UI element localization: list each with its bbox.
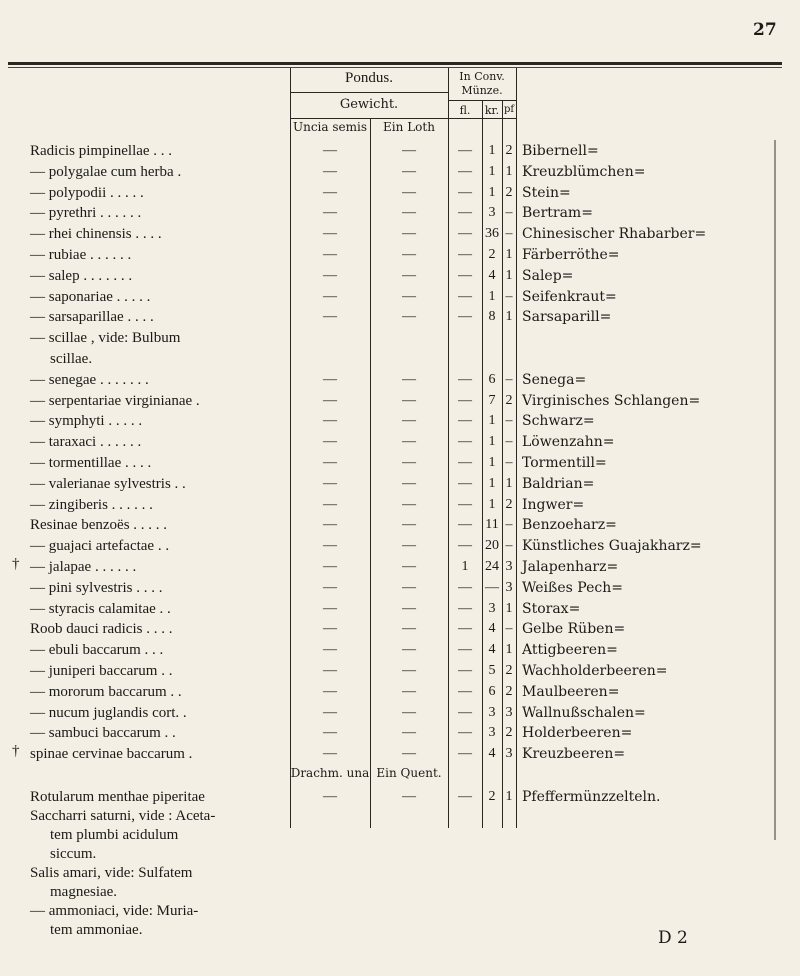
german-name: Seifenkraut= bbox=[522, 288, 617, 305]
value-fl: — bbox=[458, 371, 472, 387]
latin-name: spinae cervinae baccarum . bbox=[30, 746, 193, 763]
latin-name: scillae. bbox=[50, 351, 93, 367]
table-row bbox=[0, 244, 800, 266]
value-kr: 6 bbox=[488, 371, 496, 387]
latin-name: Rotularum menthae piperitae bbox=[30, 789, 205, 805]
value-pf: 2 bbox=[505, 663, 513, 678]
top-rule bbox=[8, 62, 782, 65]
german-name: Sarsaparill= bbox=[522, 309, 612, 326]
value-uncia: — bbox=[323, 496, 337, 512]
german-name: Ingwer= bbox=[522, 496, 585, 513]
table-row bbox=[0, 140, 800, 162]
value-uncia: — bbox=[323, 517, 337, 533]
value-loth: — bbox=[402, 143, 416, 158]
value-uncia: — bbox=[323, 579, 337, 595]
value-loth: — bbox=[402, 413, 416, 429]
value-pf: 2 bbox=[505, 392, 513, 408]
value-fl: — bbox=[458, 683, 472, 699]
value-uncia: — bbox=[323, 434, 337, 450]
header-pf: pf bbox=[503, 104, 515, 115]
german-name: Virginisches Schlangen= bbox=[522, 392, 701, 409]
value-kr: 2 bbox=[488, 789, 496, 804]
value-pf: – bbox=[505, 288, 513, 304]
value-pf: – bbox=[505, 205, 513, 221]
value-pf: – bbox=[505, 413, 513, 429]
value-uncia: — bbox=[323, 267, 337, 283]
value-kr: 4 bbox=[488, 267, 496, 283]
latin-name: Salis amari, vide: Sulfatem bbox=[30, 865, 193, 881]
unit-drachm-una: Drachm. una bbox=[290, 766, 370, 780]
value-fl: — bbox=[458, 163, 472, 179]
table-row bbox=[0, 660, 800, 682]
value-pf: – bbox=[505, 621, 513, 637]
value-loth: — bbox=[402, 579, 416, 595]
german-name: Bertram= bbox=[522, 205, 593, 222]
latin-name: — guajaci artefactae . . bbox=[30, 538, 170, 555]
value-pf: – bbox=[505, 371, 513, 387]
value-uncia: — bbox=[323, 725, 337, 741]
value-loth: — bbox=[402, 392, 416, 408]
value-pf: 1 bbox=[505, 642, 513, 658]
table-row bbox=[0, 702, 800, 724]
value-kr: 1 bbox=[488, 496, 496, 512]
signature-mark: D 2 bbox=[658, 928, 688, 948]
latin-name: — polypodii . . . . . bbox=[30, 184, 144, 201]
table-row bbox=[0, 473, 800, 495]
value-uncia: — bbox=[323, 642, 337, 658]
table-row bbox=[0, 265, 800, 287]
value-loth: — bbox=[402, 371, 416, 387]
value-pf: 1 bbox=[505, 267, 513, 283]
value-fl: — bbox=[458, 579, 472, 595]
value-pf: – bbox=[505, 434, 513, 450]
latin-name: — symphyti . . . . . bbox=[30, 413, 143, 430]
value-loth: — bbox=[402, 683, 416, 699]
value-uncia: — bbox=[323, 559, 337, 574]
german-name: Kreuzbeeren= bbox=[522, 746, 626, 763]
value-kr: 6 bbox=[488, 683, 496, 699]
german-name: Stein= bbox=[522, 184, 571, 201]
header-rule-pondus bbox=[290, 92, 448, 93]
value-loth: — bbox=[402, 642, 416, 658]
value-loth: — bbox=[402, 475, 416, 491]
latin-name: Resinae benzoës . . . . . bbox=[30, 517, 168, 534]
value-uncia: — bbox=[323, 663, 337, 678]
table-row bbox=[0, 306, 800, 328]
value-loth: — bbox=[402, 725, 416, 741]
page-number: 27 bbox=[753, 20, 777, 40]
value-pf: 1 bbox=[505, 789, 513, 804]
latin-name: — sarsaparillae . . . . bbox=[30, 309, 154, 326]
table-row bbox=[0, 286, 800, 308]
unit-ein-quent: Ein Quent. bbox=[376, 766, 442, 780]
value-loth: — bbox=[402, 247, 416, 262]
value-pf: 2 bbox=[505, 683, 513, 699]
german-name: Senega= bbox=[522, 371, 587, 388]
value-fl: — bbox=[458, 517, 472, 533]
latin-name: — polygalae cum herba . bbox=[30, 163, 182, 180]
value-kr: 3 bbox=[488, 600, 496, 616]
value-loth: — bbox=[402, 226, 416, 242]
header-muenze-label: Münze. bbox=[461, 84, 503, 97]
value-uncia: — bbox=[323, 746, 337, 762]
value-fl: — bbox=[458, 455, 472, 470]
latin-name: — taraxaci . . . . . . bbox=[30, 434, 142, 451]
latin-name: — salep . . . . . . . bbox=[30, 267, 133, 284]
value-fl: — bbox=[458, 309, 472, 325]
value-loth: — bbox=[402, 309, 416, 325]
german-name: Salep= bbox=[522, 267, 574, 284]
value-uncia: — bbox=[323, 371, 337, 387]
table-row bbox=[0, 348, 800, 370]
german-name: Jalapenharz= bbox=[522, 559, 619, 575]
table-row bbox=[0, 743, 800, 765]
value-uncia: — bbox=[323, 143, 337, 158]
latin-name: — valerianae sylvestris . . bbox=[30, 475, 186, 492]
value-fl: — bbox=[458, 496, 472, 512]
table-row bbox=[0, 556, 800, 578]
header-pondus: Pondus. bbox=[345, 70, 393, 86]
value-fl: — bbox=[458, 143, 472, 158]
value-loth: — bbox=[402, 600, 416, 616]
table-row bbox=[0, 722, 800, 744]
value-pf: – bbox=[505, 455, 513, 470]
table-row bbox=[0, 618, 800, 640]
value-kr: 8 bbox=[488, 309, 496, 325]
value-uncia: — bbox=[323, 163, 337, 179]
value-pf: 1 bbox=[505, 475, 513, 491]
latin-name: — tormentillae . . . . bbox=[30, 455, 152, 471]
value-fl: — bbox=[458, 184, 472, 200]
value-kr: 1 bbox=[488, 475, 496, 491]
table-row bbox=[0, 452, 800, 474]
value-uncia: — bbox=[323, 309, 337, 325]
header-in-conv-label: In Conv. bbox=[459, 70, 505, 83]
value-kr: 3 bbox=[488, 704, 496, 720]
german-name: Künstliches Guajakharz= bbox=[522, 538, 702, 555]
latin-name: — jalapae . . . . . . bbox=[30, 559, 137, 575]
header-gewicht: Gewicht. bbox=[339, 97, 399, 112]
value-uncia: — bbox=[323, 247, 337, 262]
value-uncia: — bbox=[323, 205, 337, 221]
value-uncia: — bbox=[323, 413, 337, 429]
value-kr: 4 bbox=[488, 621, 496, 637]
value-fl: — bbox=[458, 205, 472, 221]
value-kr: 1 bbox=[488, 288, 496, 304]
value-pf: 1 bbox=[505, 600, 513, 616]
value-fl: — bbox=[458, 789, 472, 804]
latin-name: — ebuli baccarum . . . bbox=[30, 642, 164, 659]
value-uncia: — bbox=[323, 184, 337, 200]
value-fl: — bbox=[458, 642, 472, 658]
latin-name: — ammoniaci, vide: Muria- bbox=[30, 903, 199, 919]
german-name: Benzoeharz= bbox=[522, 517, 617, 534]
latin-name: magnesiae. bbox=[50, 884, 118, 900]
value-loth: — bbox=[402, 538, 416, 554]
value-pf: – bbox=[505, 517, 513, 533]
value-pf: 3 bbox=[505, 579, 513, 595]
value-uncia: — bbox=[323, 704, 337, 720]
value-uncia: — bbox=[323, 538, 337, 554]
latin-name: — mororum baccarum . . bbox=[30, 683, 182, 700]
table-row bbox=[0, 410, 800, 432]
value-loth: — bbox=[402, 704, 416, 720]
value-loth: — bbox=[402, 746, 416, 762]
value-kr: 24 bbox=[485, 559, 499, 574]
german-name: Storax= bbox=[522, 600, 581, 617]
value-fl: — bbox=[458, 267, 472, 283]
german-name: Färberröthe= bbox=[522, 247, 620, 263]
latin-name: — styracis calamitae . . bbox=[30, 600, 171, 617]
value-kr: 11 bbox=[485, 517, 499, 533]
value-loth: — bbox=[402, 559, 416, 574]
table-row bbox=[0, 327, 800, 349]
value-fl: — bbox=[458, 288, 472, 304]
table-row bbox=[0, 681, 800, 703]
german-name: Schwarz= bbox=[522, 413, 595, 430]
latin-name: — nucum juglandis cort. . bbox=[30, 704, 187, 721]
german-name: Maulbeeren= bbox=[522, 683, 620, 700]
table-row bbox=[0, 182, 800, 204]
german-name: Bibernell= bbox=[522, 143, 599, 159]
latin-name: — pyrethri . . . . . . bbox=[30, 205, 142, 222]
value-pf: 3 bbox=[505, 704, 513, 720]
value-pf: 1 bbox=[505, 163, 513, 179]
value-uncia: — bbox=[323, 226, 337, 242]
value-fl: — bbox=[458, 413, 472, 429]
value-kr: 1 bbox=[488, 143, 496, 158]
table-row bbox=[0, 514, 800, 536]
value-loth: — bbox=[402, 434, 416, 450]
value-kr: 1 bbox=[488, 413, 496, 429]
table-row bbox=[0, 494, 800, 516]
latin-name: Roob dauci radicis . . . . bbox=[30, 621, 173, 638]
header-rule-bottom bbox=[290, 118, 516, 119]
value-fl: — bbox=[458, 600, 472, 616]
value-loth: — bbox=[402, 163, 416, 179]
value-loth: — bbox=[402, 789, 416, 804]
german-name: Tormentill= bbox=[522, 455, 607, 471]
table-row bbox=[0, 161, 800, 183]
top-rule-thin bbox=[8, 67, 782, 68]
latin-name: — senegae . . . . . . . bbox=[30, 371, 149, 388]
value-fl: — bbox=[458, 434, 472, 450]
value-pf: – bbox=[505, 538, 513, 554]
latin-name: siccum. bbox=[50, 846, 97, 862]
value-kr: 3 bbox=[488, 205, 496, 221]
value-loth: — bbox=[402, 517, 416, 533]
german-name: Holderbeeren= bbox=[522, 725, 633, 742]
value-fl: 1 bbox=[461, 559, 469, 574]
value-pf: 2 bbox=[505, 184, 513, 200]
value-pf: 3 bbox=[505, 746, 513, 762]
header-rule-conv bbox=[448, 100, 516, 101]
latin-name: — saponariae . . . . . bbox=[30, 288, 151, 305]
german-name: Löwenzahn= bbox=[522, 434, 615, 451]
value-loth: — bbox=[402, 663, 416, 678]
german-name: Pfeffermünzzelteln. bbox=[522, 789, 661, 805]
value-kr: 20 bbox=[485, 538, 499, 554]
value-uncia: — bbox=[323, 392, 337, 408]
value-uncia: — bbox=[323, 475, 337, 491]
value-pf: 3 bbox=[505, 559, 513, 574]
value-pf: 2 bbox=[505, 496, 513, 512]
latin-name: tem plumbi acidulum bbox=[50, 827, 179, 843]
value-kr: 2 bbox=[488, 247, 496, 262]
table-row bbox=[0, 598, 800, 620]
value-uncia: — bbox=[323, 621, 337, 637]
value-fl: — bbox=[458, 538, 472, 554]
value-kr: 5 bbox=[488, 663, 496, 678]
latin-name: tem ammoniae. bbox=[50, 922, 143, 938]
header-kr: kr. bbox=[484, 104, 500, 117]
value-kr: — bbox=[485, 579, 499, 595]
value-loth: — bbox=[402, 205, 416, 221]
german-name: Baldrian= bbox=[522, 475, 595, 492]
value-pf: 2 bbox=[505, 143, 513, 158]
value-fl: — bbox=[458, 704, 472, 720]
german-name: Weißes Pech= bbox=[522, 579, 623, 596]
value-loth: — bbox=[402, 621, 416, 637]
value-loth: — bbox=[402, 496, 416, 512]
table-row bbox=[0, 431, 800, 453]
value-fl: — bbox=[458, 247, 472, 262]
latin-name: — juniperi baccarum . . bbox=[30, 663, 173, 679]
table-row bbox=[0, 202, 800, 224]
value-uncia: — bbox=[323, 288, 337, 304]
value-pf: 2 bbox=[505, 725, 513, 741]
value-kr: 7 bbox=[488, 392, 496, 408]
latin-name: — rubiae . . . . . . bbox=[30, 247, 132, 263]
value-fl: — bbox=[458, 226, 472, 242]
value-uncia: — bbox=[323, 683, 337, 699]
latin-name: — rhei chinensis . . . . bbox=[30, 226, 162, 243]
unit-ein-loth: Ein Loth bbox=[383, 120, 435, 134]
value-kr: 1 bbox=[488, 434, 496, 450]
value-pf: 1 bbox=[505, 309, 513, 325]
value-loth: — bbox=[402, 455, 416, 470]
latin-name: — pini sylvestris . . . . bbox=[30, 579, 163, 596]
table-row bbox=[0, 535, 800, 557]
value-fl: — bbox=[458, 663, 472, 678]
value-fl: — bbox=[458, 746, 472, 762]
value-kr: 36 bbox=[485, 226, 499, 242]
german-name: Gelbe Rüben= bbox=[522, 621, 626, 638]
header-fl: fl. bbox=[459, 104, 471, 117]
value-kr: 4 bbox=[488, 746, 496, 762]
value-pf: 1 bbox=[505, 247, 513, 262]
value-pf: – bbox=[505, 226, 513, 242]
table-row bbox=[0, 577, 800, 599]
value-loth: — bbox=[402, 288, 416, 304]
latin-name: Saccharri saturni, vide : Aceta- bbox=[30, 808, 216, 824]
value-fl: — bbox=[458, 621, 472, 637]
value-loth: — bbox=[402, 184, 416, 200]
dagger-mark: † bbox=[12, 556, 20, 572]
value-fl: — bbox=[458, 725, 472, 741]
latin-name: Radicis pimpinellae . . . bbox=[30, 143, 173, 159]
table-row bbox=[0, 390, 800, 412]
latin-name: — serpentariae virginianae . bbox=[30, 392, 200, 409]
value-loth: — bbox=[402, 267, 416, 283]
table-row bbox=[0, 639, 800, 661]
table-row bbox=[0, 369, 800, 391]
value-kr: 3 bbox=[488, 725, 496, 741]
german-name: Attigbeeren= bbox=[522, 642, 618, 659]
value-uncia: — bbox=[323, 455, 337, 470]
value-kr: 1 bbox=[488, 455, 496, 470]
unit-uncia-semis: Uncia semis bbox=[292, 120, 367, 134]
german-name: Wallnußschalen= bbox=[522, 704, 646, 721]
value-kr: 4 bbox=[488, 642, 496, 658]
latin-name: — zingiberis . . . . . . bbox=[30, 496, 153, 513]
value-fl: — bbox=[458, 475, 472, 491]
table-row bbox=[0, 223, 800, 245]
german-name: Kreuzblümchen= bbox=[522, 163, 646, 180]
value-kr: 1 bbox=[488, 184, 496, 200]
german-name: Chinesischer Rhabarber= bbox=[522, 226, 707, 243]
german-name: Wachholderbeeren= bbox=[522, 663, 668, 679]
value-uncia: — bbox=[323, 600, 337, 616]
value-uncia: — bbox=[323, 789, 337, 804]
latin-name: — scillae , vide: Bulbum bbox=[30, 330, 181, 347]
value-fl: — bbox=[458, 392, 472, 408]
dagger-mark: † bbox=[12, 743, 20, 760]
latin-name: — sambuci baccarum . . bbox=[30, 725, 176, 742]
header-in-conv bbox=[448, 70, 516, 98]
value-kr: 1 bbox=[488, 163, 496, 179]
